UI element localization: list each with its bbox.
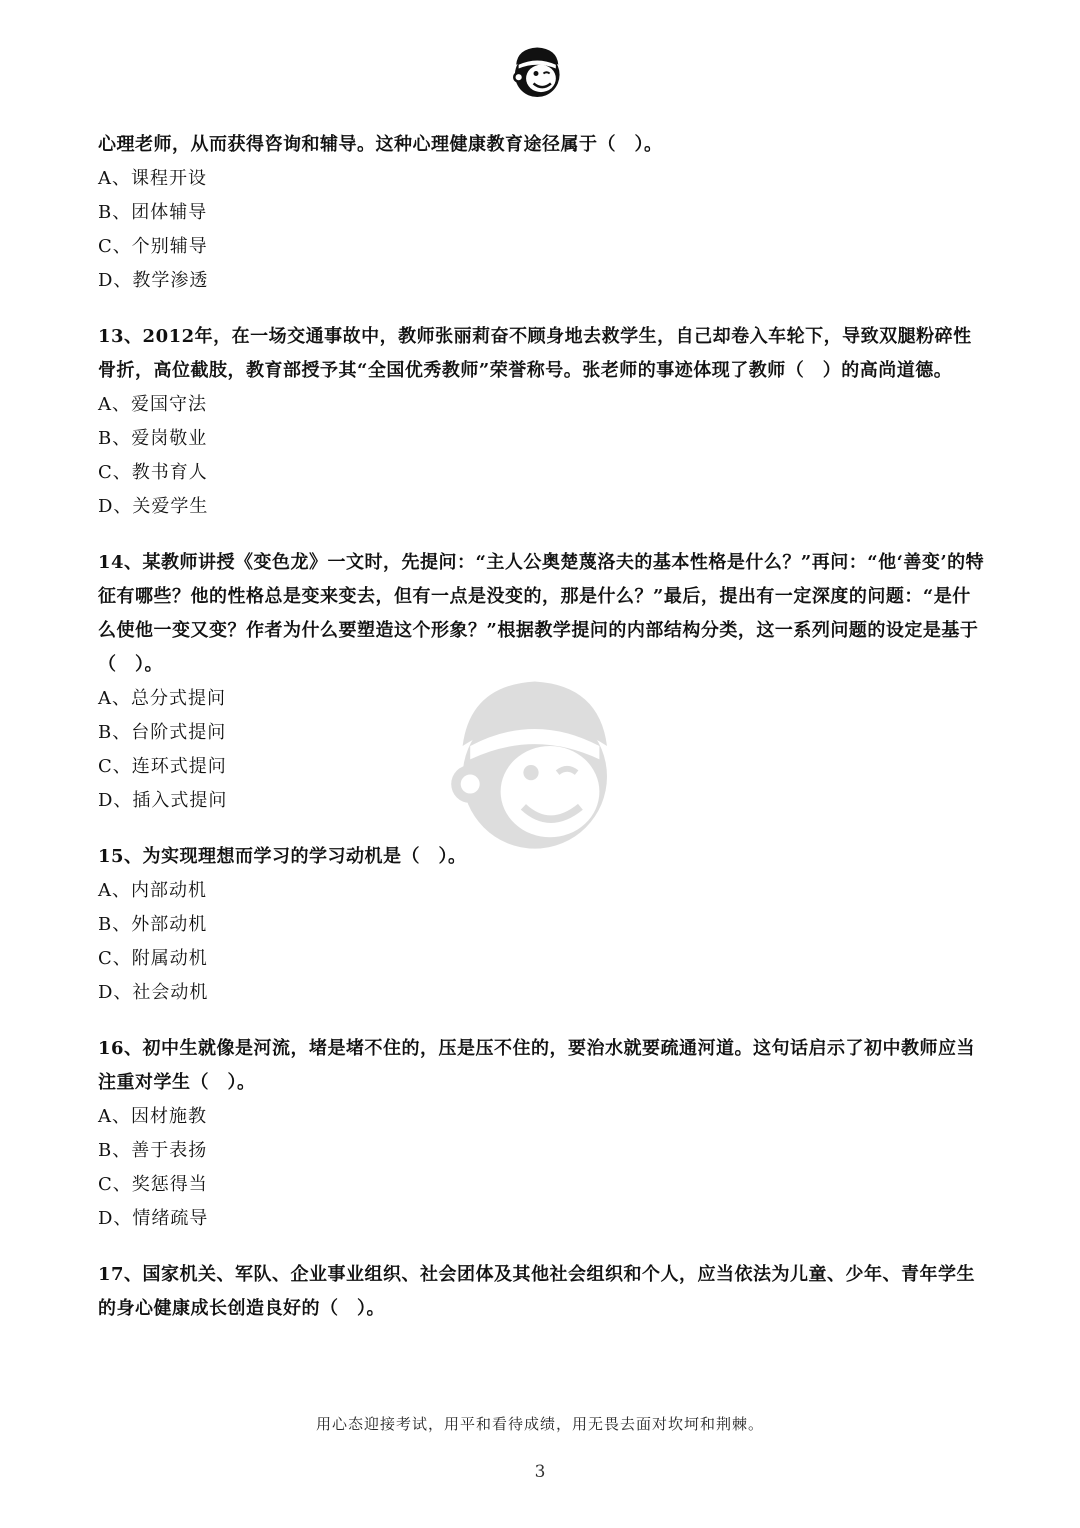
question-16	[98, 1032, 988, 1236]
question-stem: 17、国家机关、军队、企业事业组织、社会团体及其他社会组织和个人，应当依法为儿童、少年、青年学生的身心健康成长创造良好的（ ）。	[98, 1264, 976, 1319]
option-d: D、关爱学生	[98, 496, 209, 517]
option-c: C、连环式提问	[98, 756, 227, 777]
question-stem: 16、初中生就像是河流，堵是堵不住的，压是压不住的，要治水就要疏通河道。这句话启示了初中教师应当注重对学生（ ）。	[98, 1038, 976, 1093]
option-a: A、总分式提问	[98, 688, 226, 709]
option-c: C、附属动机	[98, 948, 208, 969]
question-17	[98, 1258, 988, 1326]
option-d: D、插入式提问	[98, 790, 228, 811]
monkey-mascot-icon	[505, 40, 567, 102]
page-number: 3	[534, 1462, 546, 1482]
option-d: D、教学渗透	[98, 270, 209, 291]
question-13	[98, 320, 988, 524]
option-b: B、台阶式提问	[98, 722, 227, 743]
option-a: A、因材施教	[98, 1106, 207, 1127]
question-stem: 13、2012年，在一场交通事故中，教师张丽莉奋不顾身地去救学生，自己却卷入车轮下，导致双腿粉碎性骨折，高位截肢，教育部授予其“全国优秀教师”荣誉称号。张老师的事迹体现了教师（ ）的高尚道德。	[98, 326, 972, 381]
option-c: C、教书育人	[98, 462, 208, 483]
question-12-continued	[98, 128, 988, 298]
option-b: B、爱岗敬业	[98, 428, 208, 449]
question-15	[98, 840, 988, 1010]
option-a: A、课程开设	[98, 168, 207, 189]
question-14	[98, 546, 988, 818]
option-b: B、善于表扬	[98, 1140, 208, 1161]
option-a: A、内部动机	[98, 880, 207, 901]
option-a: A、爱国守法	[98, 394, 207, 415]
question-stem: 14、某教师讲授《变色龙》一文时，先提问：“主人公奥楚蔑洛夫的基本性格是什么？”再问：“他‘善变’的特征有哪些？他的性格总是变来变去，但有一点是没变的，那是什么？”最后，提出有一定深度的问题：“是什么使他一变又变？作者为什么要塑造这个形象？”根据教学提问的内部结构分类，这一系列问题的设定是基于（ ）。	[98, 552, 985, 675]
option-d: D、情绪疏导	[98, 1208, 209, 1229]
question-list	[98, 128, 988, 1348]
footer-motto: 用心态迎接考试，用平和看待成绩，用无畏去面对坎坷和荆棘。	[315, 1415, 764, 1433]
option-c: C、奖惩得当	[98, 1174, 208, 1195]
option-d: D、社会动机	[98, 982, 209, 1003]
question-stem: 心理老师，从而获得咨询和辅导。这种心理健康教育途径属于（ ）。	[98, 134, 663, 155]
question-stem: 15、为实现理想而学习的学习动机是（ ）。	[98, 846, 467, 867]
option-b: B、团体辅导	[98, 202, 208, 223]
option-b: B、外部动机	[98, 914, 208, 935]
option-c: C、个别辅导	[98, 236, 208, 257]
